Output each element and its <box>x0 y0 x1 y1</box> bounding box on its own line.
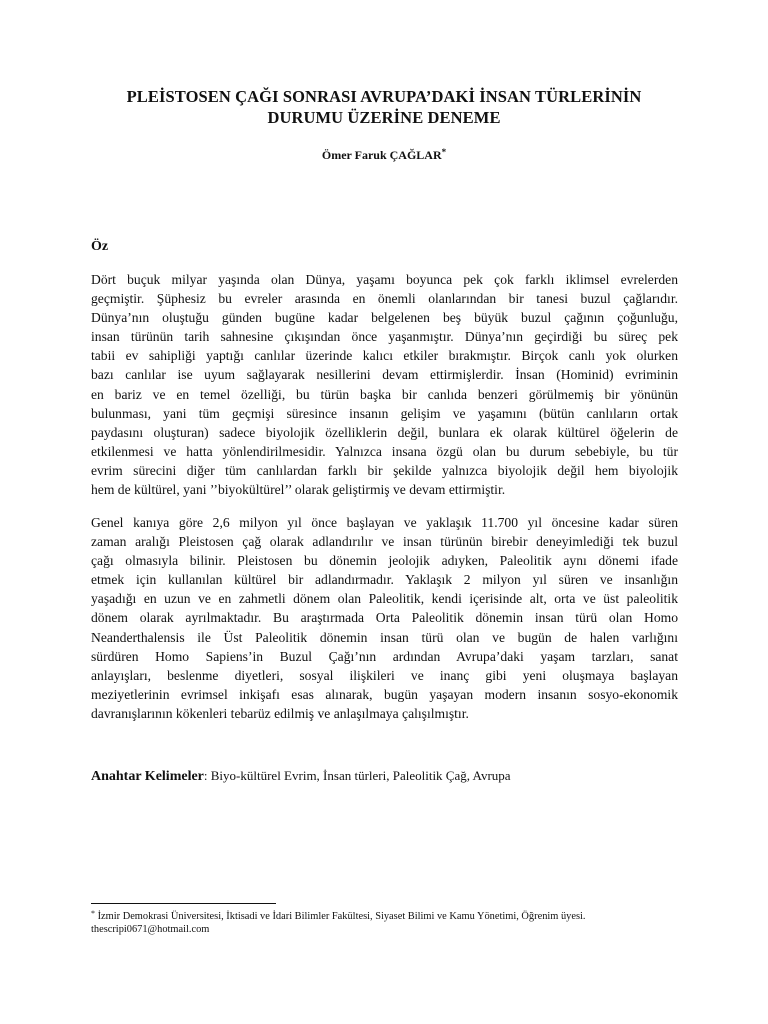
paragraph-2-line: Genel kanıya göre 2,6 milyon yıl önce başlayan ve yaklaşık 11.700 yıl öncesine kadar süren <box>91 515 678 530</box>
keywords-text: Biyo-kültürel Evrim, İnsan türleri, Paleolitik Çağ, Avrupa <box>210 768 511 783</box>
paragraph-2-line: meziyetlerinin evrimsel inkişafı esas alınarak, bugün yaşayan modern insanın sosyo-ekonomik <box>91 686 678 702</box>
paragraph-2-line: etmek için kullanılan kültürel bir adlandırmadır. Yaklaşık 2 milyon yıl süren ve insanlığın <box>91 572 678 588</box>
paragraph-1-line: evrim sürecini diğer tüm canlılardan farklı bir şekilde yalnızca biyolojik değil hem biyolojik <box>91 462 678 478</box>
keywords-line <box>91 767 511 786</box>
footnote-mark: * <box>91 909 95 918</box>
abstract-paragraph-2 <box>91 513 678 723</box>
paragraph-2-line: çağı olmasıyla bilinir. Pleistosen bu dönemin jeolojik adıyken, Paleolitik aynı dönemi ifade <box>91 553 678 569</box>
paragraph-2-line: Neanderthalensis ile Üst Paleolitik dönemin insan türü olan ve bugün de halen varlığını <box>91 629 678 645</box>
author-footnote-mark: * <box>441 147 447 157</box>
footnote-affiliation <box>91 910 586 923</box>
paragraph-1-line: tabii ev sahipliği yaptığı canlılar üzerinde kalıcı etkiler bırakmıştır. Birçok canlı yok olurken <box>91 348 678 364</box>
paragraph-1-line: hem de kültürel, yani ’’biyokültürel’’ olarak geliştirmiş ve devam ettirmiştir. <box>91 482 506 498</box>
paragraph-2-line: sürdüren Homo Sapiens’in Buzul Çağı’nın ardından Avrupa’daki yaşam tarzları, sanat <box>91 648 678 664</box>
paragraph-1-line: bazı canlılar ise uyum sağlayarak nesillerini devam ettirmişlerdir. İnsan (Hominid) evriminin <box>91 367 678 383</box>
paragraph-2-line: dönem olarak ayrılmaktadır. Bu araştırmada Orta Paleolitik dönemin insan türü olan Homo <box>91 610 678 626</box>
footnote-affiliation-text: İzmir Demokrasi Üniversitesi, İktisadi ve İdari Bilimler Fakültesi, Siyaset Bilimi ve Kamu Yönetimi, Öğrenim üyesi. <box>95 911 586 922</box>
paragraph-2-line: davranışlarının kökenleri tebarüz edilmiş ve anlaşılmaya çalışılmıştır. <box>91 705 469 721</box>
paper-title <box>60 86 708 128</box>
abstract-paragraph-1 <box>91 270 678 499</box>
paragraph-2-line: yaşadığı en uzun ve en zahmetli dönem olan Paleolitik, kendi içerisinde alt, orta ve üst paleolitik <box>91 591 678 607</box>
paragraph-2-line: zaman aralığı Pleistosen çağ olarak adlandırılır ve insan türünün birebir deneyimlediği tek buzul <box>91 534 678 550</box>
paragraph-1-line: geçmiştir. Şüphesiz bu evreler arasında en önemli olanlarından bir tanesi buzul çağlarıdır. <box>91 291 678 307</box>
paragraph-1-line: Dünya’nın oluştuğu günden bugüne kadar belgelenen beş büyük buzul çağının çoğunluğu, <box>91 310 678 326</box>
author-name: Ömer Faruk ÇAĞLAR <box>321 148 442 162</box>
paragraph-1-line: paydasını oluşturan) sadece biyolojik özelliklerin değil, bunlara ek olarak kültürel öğelerin de <box>91 424 678 440</box>
keywords-separator: : <box>203 768 211 783</box>
title-line-1: PLEİSTOSEN ÇAĞI SONRASI AVRUPA’DAKİ İNSAN TÜRLERİNİN <box>126 87 642 106</box>
keywords-label: Anahtar Kelimeler <box>91 769 204 784</box>
paragraph-1-line: etkilenmesi ve hatta yönlendirilmesidir. Yalnızca insana özgü olan bu durum sebebiyle, bu tür <box>91 443 678 459</box>
title-line-2: DURUMU ÜZERİNE DENEME <box>267 108 501 127</box>
paragraph-2-line: anlayışları, beslenme diyetleri, sosyal ilişkileri ve inanç gibi yeni oluşmaya başlayan <box>91 667 678 683</box>
paragraph-1-line: en bariz ve en temel özelliği, bu türün başka bir canlıda benzeri görülmemiş bir yönünün <box>91 386 678 402</box>
paragraph-1-line: bulunması, yani tüm geçmişi süresince insanın gelişim ve yaşamını (bütün canlıların ortak <box>91 405 678 421</box>
footnote <box>91 910 586 936</box>
author-line <box>60 148 708 162</box>
abstract-heading: Öz <box>91 239 109 254</box>
footnote-divider <box>91 903 276 904</box>
paragraph-1-line: Dört buçuk milyar yaşında olan Dünya, yaşamı boyunca pek çok farklı iklimsel evrelerden <box>91 272 678 287</box>
footnote-email: thescripi0671@hotmail.com <box>91 924 210 935</box>
paragraph-1-line: insan türünün tarih sahnesine çıkışından önce yaşanmıştır. Dünya’nın geçirdiği bu süreç pek <box>91 329 678 345</box>
